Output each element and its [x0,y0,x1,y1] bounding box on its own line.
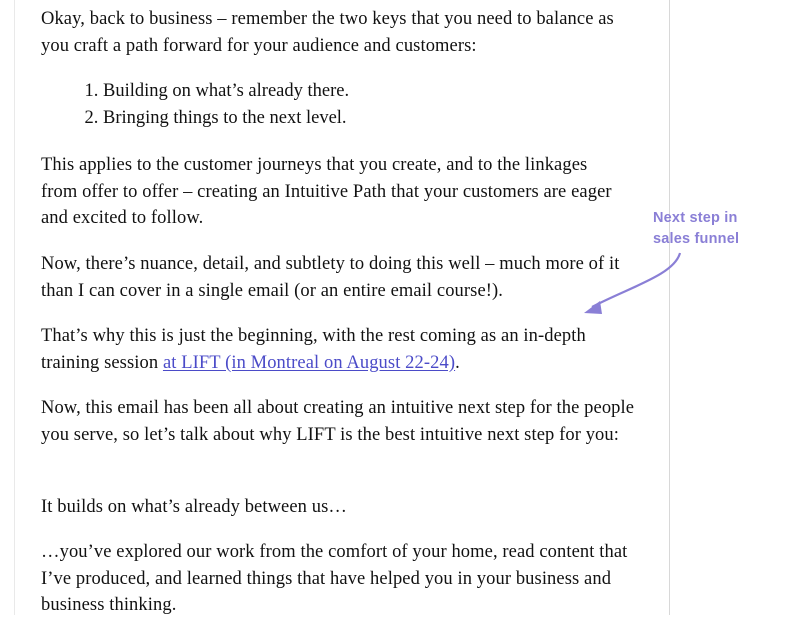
paragraph-why-lift: Now, this email has been all about creating an intuitive next step for the people you serve, so let’s talk about why LIFT is the best intuitive next step for you: [41,398,635,445]
paragraph-text-before-link: That’s why this is just the beginning, with the rest coming as an in-depth training session [41,326,586,373]
paragraph-explored-work: …you’ve explored our work from the comfort of your home, read content that I’ve produced, and learned things that have helped you in your business and business thinking. [41,542,628,616]
annotation-text [653,208,778,250]
paragraph-training-session [41,323,633,376]
lift-event-link[interactable]: at LIFT (in Montreal on August 22-24) [162,352,456,373]
paragraph-intuitive-path: This applies to the customer journeys that you create, and to the linkages from offer to offer – creating an Intuitive Path that your customers are eager and excited to follow. [41,155,612,229]
list-item: 2. Bringing things to the next level. [103,105,349,132]
paragraph-builds-on: It builds on what’s already between us… [41,497,347,517]
list-item: 1. Building on what’s already there. [103,78,349,105]
paragraph-nuance: Now, there’s nuance, detail, and subtlety to doing this well – much more of it than I can cover in a single email (or an entire email course!). [41,254,620,301]
annotation-line-2: sales funnel [653,231,740,247]
annotation-margin-pane [671,0,794,615]
paragraph-text-after-link: . [455,352,460,373]
annotation-line-1: Next step in [653,210,738,226]
paragraph-intro: Okay, back to business – remember the two keys that you need to balance as you craft a path forward for your audience and customers: [41,9,614,56]
two-keys-list [41,78,349,132]
left-gutter-strip [0,0,15,615]
